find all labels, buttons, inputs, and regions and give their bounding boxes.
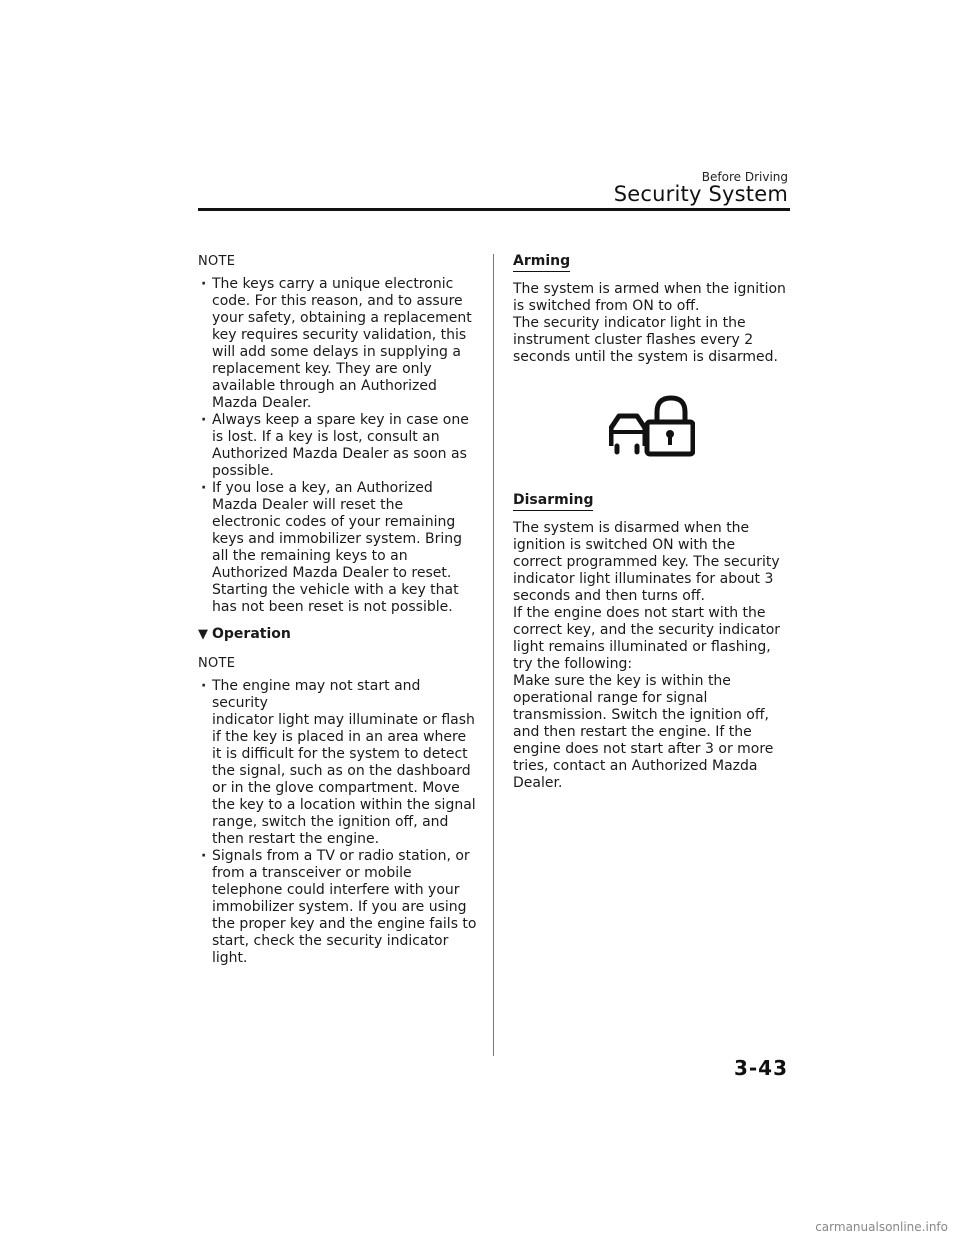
note-item: · If you lose a key, an Authorized Mazda Dealer will reset the electronic codes of your remaining keys and immobilizer system. Bring all the remaining keys to an Authorized Mazda Dealer to reset. Starting the vehicle with a key that has not been reset is not possible. bbox=[210, 480, 480, 616]
operation-heading bbox=[198, 626, 480, 643]
section-label: Before Driving bbox=[701, 170, 788, 184]
page-title: Security System bbox=[613, 182, 788, 206]
disarming-text: The system is disarmed when the ignition is switched ON with the correct programmed key. The security indicator light illuminates for about 3 seconds and then turns off. If the engine does not start with the correct key, and the security indicator light remains illuminated or flashing, try the following: Make sure the key is within the operational range for signal transmission. Switch the ignition off, and then restart the engine. If the engine does not start after 3 or more tries, contact an Authorized Mazda Dealer. bbox=[513, 520, 781, 791]
security-indicator-lock-icon bbox=[609, 394, 695, 458]
note-list bbox=[198, 678, 480, 967]
right-column bbox=[513, 253, 789, 792]
watermark: carmanualsonline.info bbox=[815, 1220, 948, 1234]
note-label: NOTE bbox=[198, 254, 236, 269]
note-item: · The engine may not start and security indicator light may illuminate or flash if the key is placed in an area where it is difficult for the system to detect the signal, such as on the dashboard or in the glove compartment. Move the key to a location within the signal range, switch the ignition off, and then restart the engine. bbox=[210, 678, 480, 848]
triangle-down-icon: ▼ bbox=[198, 627, 208, 642]
operation-heading-text: Operation bbox=[212, 626, 291, 642]
note-item: · Always keep a spare key in case one is lost. If a key is lost, consult an Authorized Mazda Dealer as soon as possible. bbox=[210, 412, 480, 480]
column-divider bbox=[493, 254, 494, 1056]
left-column bbox=[198, 253, 480, 967]
note-item: · The keys carry a unique electronic code. For this reason, and to assure your safety, obtaining a replacement key requires security validation, this will add some delays in supplying a replacement key. They are only available through an Authorized Mazda Dealer. bbox=[210, 276, 480, 412]
page-number: 3-43 bbox=[733, 1056, 788, 1080]
disarming-heading: Disarming bbox=[513, 492, 593, 511]
arming-heading: Arming bbox=[513, 253, 570, 272]
arming-text: The system is armed when the ignition is switched from ON to off. The security indicator light in the instrument cluster flashes every 2 seconds until the system is disarmed. bbox=[513, 281, 786, 365]
header-rule bbox=[198, 208, 790, 211]
note-label: NOTE bbox=[198, 656, 236, 671]
note-item: · Signals from a TV or radio station, or from a transceiver or mobile telephone could interfere with your immobilizer system. If you are using the proper key and the engine fails to start, check the security indicator light. bbox=[210, 848, 480, 967]
note-list bbox=[198, 276, 480, 616]
